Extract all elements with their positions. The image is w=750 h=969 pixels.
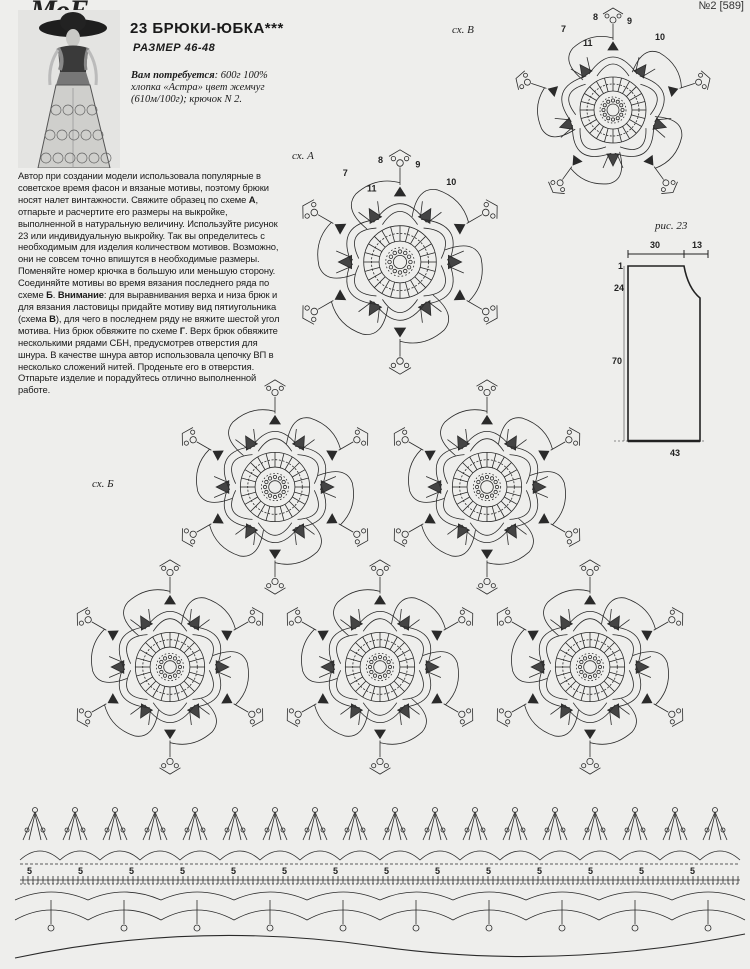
- motif-row-number: 7: [561, 24, 567, 34]
- edging-number: 5: [690, 866, 696, 876]
- scheme-a-motif: [279, 150, 522, 374]
- scheme-v-motif: [502, 8, 723, 219]
- figure-23-label: рис. 23: [655, 220, 688, 232]
- edging-number: 5: [537, 866, 543, 876]
- scheme-a-label: сх. А: [292, 150, 314, 162]
- motif-row-number: 10: [446, 177, 457, 187]
- instructions-part: ), для чего в последнем ряду не вяжите шестой угол мотива. Низ брюк обвяжите по схеме: [18, 312, 280, 336]
- size-label: РАЗМЕР 46-48: [133, 42, 216, 54]
- instructions-part: Автор при создании модели использовала популярные в советское время фасон и вязаные мотивы, поэтому брюки носят налет винтажности. Свяжите образец по схеме: [18, 170, 269, 205]
- edging-number: 5: [129, 866, 135, 876]
- scheme-b-motif: [264, 560, 496, 774]
- instructions-part: , отпарьте и расчертите его размеры на выкройке, выполненной в натуральную величину. Используйте рисунок 23 или индивидуальную выкройку. Так вы определитесь с необходимым для изделия количеством мотивов. Возможно, они не совсем точно впишутся в необходимые размеры. Поменяйте номер крючка в большую или меньшую сторону. Соединяйте мотивы во время вязания последнего ряда по схеме: [18, 193, 279, 301]
- dim-bottom: 43: [670, 448, 681, 458]
- edging-number: 5: [333, 866, 339, 876]
- edging-number: 5: [282, 866, 288, 876]
- edging-number: 5: [435, 866, 441, 876]
- motif-row-number: 8: [593, 12, 599, 22]
- edging-number: 5: [78, 866, 84, 876]
- issue-number: №2 [589]: [698, 0, 744, 12]
- motif-row-number: 9: [415, 159, 421, 170]
- edging-number: 5: [180, 866, 186, 876]
- motif-row-number: 11: [583, 38, 593, 48]
- edging-number: 5: [588, 866, 594, 876]
- motif-row-number: 8: [378, 155, 384, 165]
- edging-number: 5: [384, 866, 390, 876]
- scheme-b-motif: [474, 560, 706, 774]
- materials-details: : 600г 100% хлопка «Астра» цвет жемчуг (610м/100г); крючок N 2.: [131, 70, 268, 105]
- dim-top-left: 30: [650, 240, 661, 250]
- scheme-ref-v: В: [49, 312, 56, 324]
- pattern-title: 23 БРЮКИ-ЮБКА***: [130, 20, 284, 37]
- scheme-b-motif: [54, 560, 286, 774]
- materials-intro: Вам потребуется: [131, 70, 215, 81]
- attention-word: Внимание: [57, 289, 104, 301]
- scheme-ref-b: Б: [46, 289, 53, 301]
- scheme-b-label: сх. Б: [92, 478, 114, 490]
- scheme-ref-g: Г: [179, 324, 185, 336]
- motif-row-number: 7: [342, 168, 348, 179]
- scheme-ref-a: А: [248, 193, 256, 205]
- edging-number: 5: [231, 866, 237, 876]
- instructions-part: .: [52, 289, 58, 301]
- motif-row-number: 10: [655, 32, 666, 42]
- edging-number: 5: [486, 866, 492, 876]
- dim-left-70: 70: [612, 356, 623, 366]
- edging-chart: [15, 800, 745, 965]
- edging-number: 5: [639, 866, 645, 876]
- dim-top-right: 13: [692, 240, 703, 250]
- dim-left-24: 24: [614, 283, 625, 293]
- edging-number: 5: [27, 866, 33, 876]
- instructions-part: . Верх брюк обвяжите несколькими рядами СБН, предусмотрев отверстия для шнура. В качестве шнура автор использовала цепочку ВП в несколько сложений нитей. Проденьте его в отверстия. Отпарьте изделие и порадуйтесь отлично выполненной работе.: [18, 324, 278, 396]
- scheme-b-motif: [159, 380, 391, 594]
- scheme-b-motif: [371, 380, 603, 594]
- dim-left-1: 1: [618, 261, 624, 271]
- instructions-part: : для выравнивания верха и низа брюк и для вязания ластовицы придайте мотиву вид пятиугольника (схема: [18, 289, 278, 324]
- motif-row-number: 11: [367, 183, 377, 194]
- scheme-v-label: сх. В: [452, 24, 474, 36]
- motif-row-number: 9: [627, 16, 633, 26]
